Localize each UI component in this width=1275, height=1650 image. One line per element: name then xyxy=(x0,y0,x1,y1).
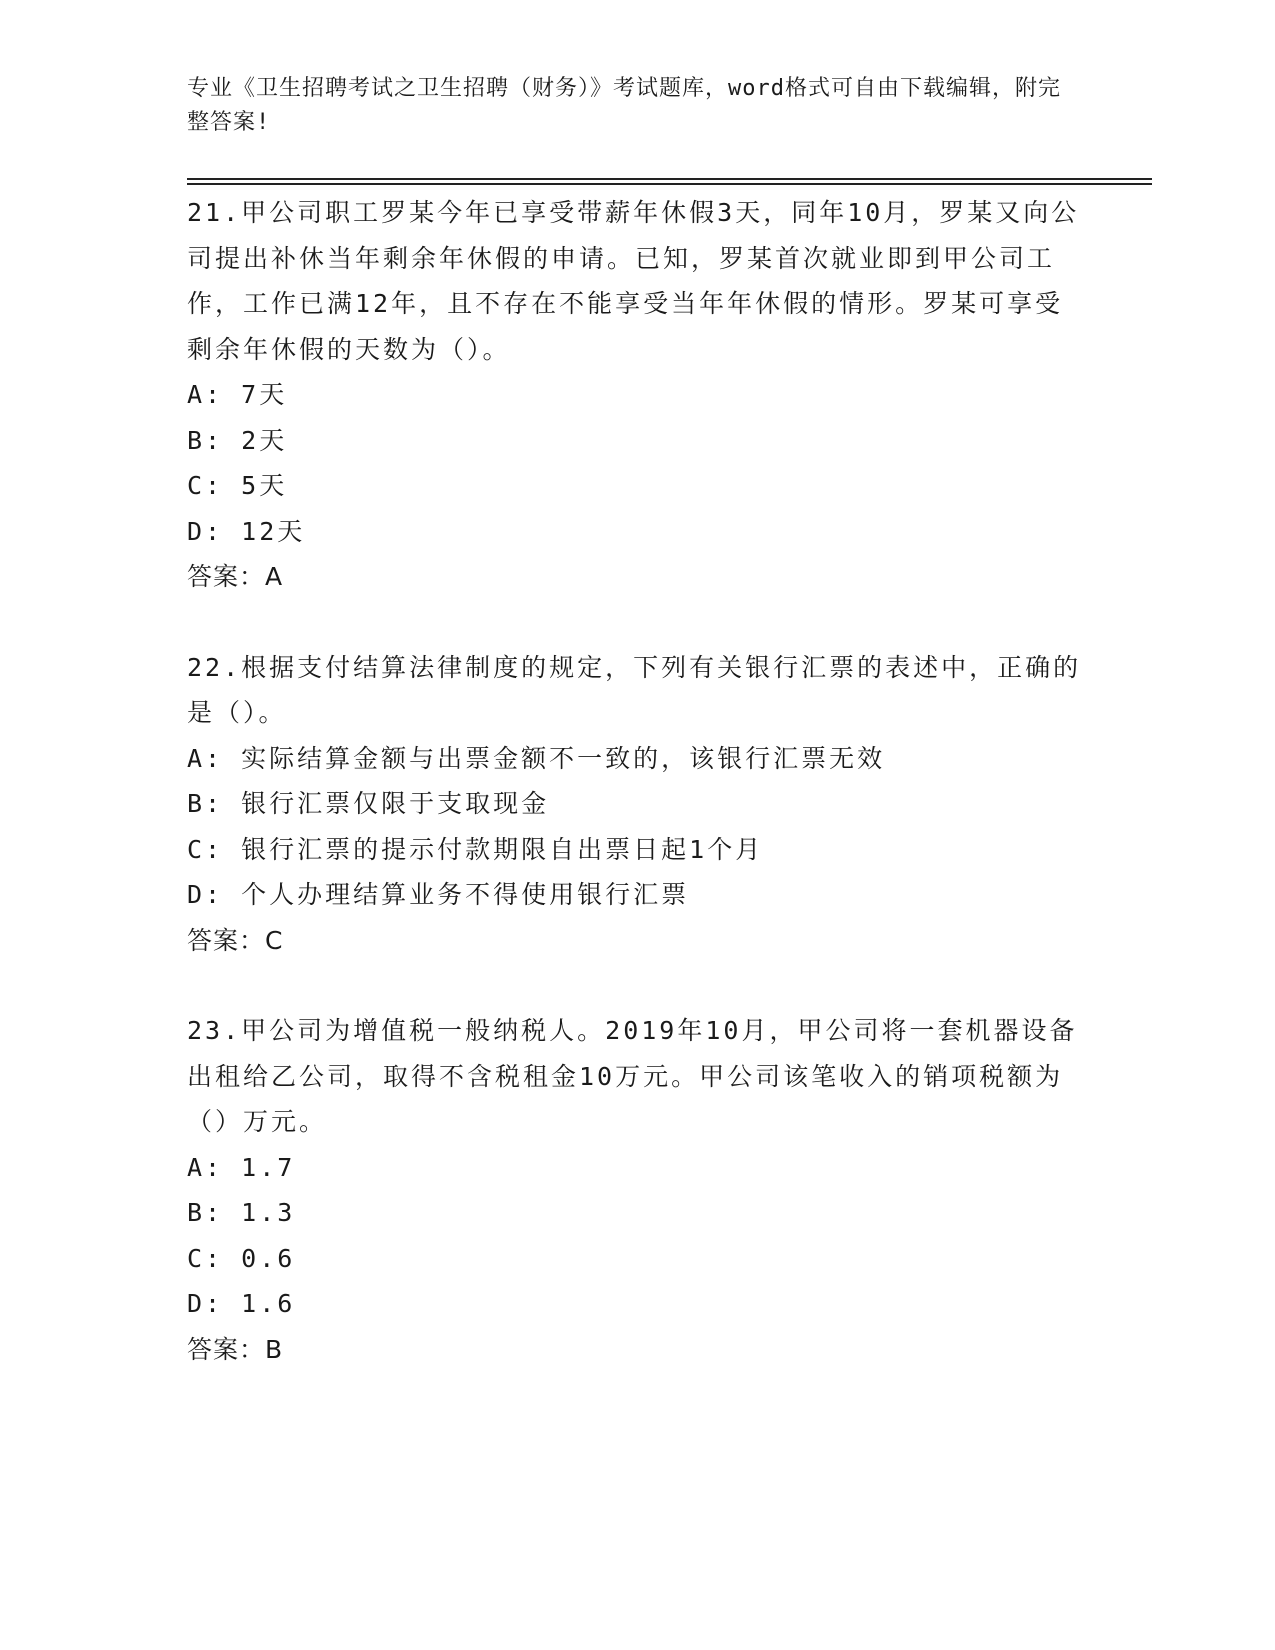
option-c: C: 银行汇票的提示付款期限自出票日起1个月 xyxy=(187,834,764,864)
answer: 答案：B xyxy=(187,1334,284,1364)
question-stem: 22.根据支付结算法律制度的规定，下列有关银行汇票的表述中，正确的是（）。 xyxy=(187,652,1082,727)
spacer xyxy=(187,963,1087,1008)
question-21 xyxy=(187,190,1087,600)
option-c: C: 5天 xyxy=(187,471,288,500)
spacer xyxy=(187,600,1087,645)
answer: 答案：C xyxy=(187,925,284,955)
header-divider-bottom xyxy=(187,183,1152,185)
question-stem: 23.甲公司为增值税一般纳税人。2019年10月，甲公司将一套机器设备出租给乙公司，取得不含税租金10万元。甲公司该笔收入的销项税额为（）万元。 xyxy=(187,1016,1078,1136)
option-a: A: 实际结算金额与出票金额不一致的，该银行汇票无效 xyxy=(187,743,886,773)
option-b: B: 1.3 xyxy=(187,1198,296,1227)
answer: 答案：A xyxy=(187,562,284,591)
option-b: B: 银行汇票仅限于支取现金 xyxy=(187,789,550,818)
option-b: B: 2天 xyxy=(187,425,288,455)
question-list xyxy=(187,190,1087,1372)
question-23 xyxy=(187,1008,1087,1372)
question-22 xyxy=(187,645,1087,964)
option-a: A: 7天 xyxy=(187,380,288,409)
option-d: D: 个人办理结算业务不得使用银行汇票 xyxy=(187,880,690,909)
option-c: C: 0.6 xyxy=(187,1243,296,1273)
option-a: A: 1.7 xyxy=(187,1152,296,1182)
option-d: D: 12天 xyxy=(187,516,306,546)
option-d: D: 1.6 xyxy=(187,1289,296,1318)
header-divider-top xyxy=(187,178,1152,180)
question-stem: 21.甲公司职工罗某今年已享受带薪年休假3天，同年10月，罗某又向公司提出补休当年剩余年休假的申请。已知，罗某首次就业即到甲公司工作，工作已满12年，且不存在不能享受当年年休假的情形。罗某可享受剩余年休假的天数为（）。 xyxy=(187,198,1080,364)
page-header: 专业《卫生招聘考试之卫生招聘（财务）》考试题库，word格式可自由下载编辑，附完整答案! xyxy=(187,76,1061,135)
